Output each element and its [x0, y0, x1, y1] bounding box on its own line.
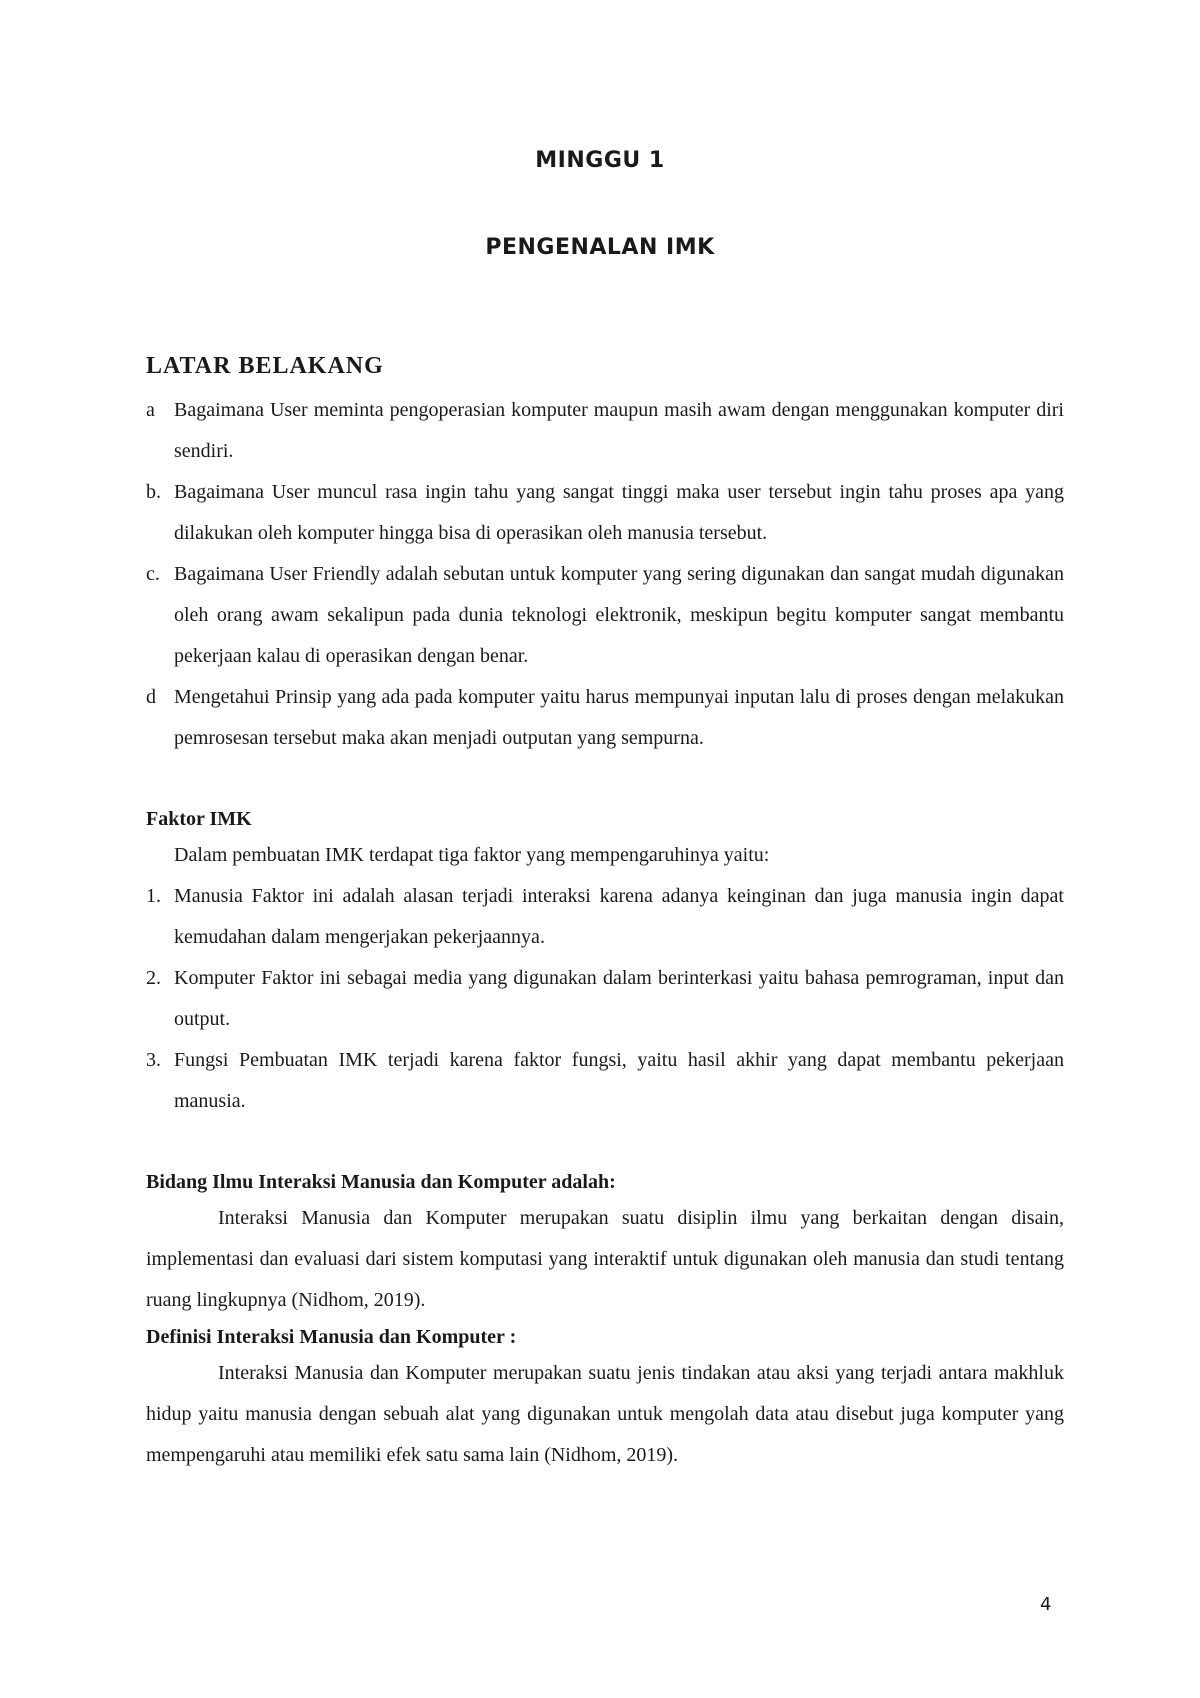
section-spacer: [146, 759, 1064, 803]
faktor-imk-list: [146, 876, 1064, 1122]
list-item-text: Komputer Faktor ini sebagai media yang digunakan dalam berinterkasi yaitu bahasa pemrograman, input dan output.: [174, 967, 1064, 1030]
bidang-ilmu-heading: Bidang Ilmu Interaksi Manusia dan Komputer adalah:: [146, 1171, 616, 1193]
list-marker: b.: [146, 481, 161, 503]
document-subtitle: PENGENALAN IMK: [485, 235, 715, 260]
list-item-text: Bagaimana User muncul rasa ingin tahu yang sangat tinggi maka user tersebut ingin tahu proses apa yang dilakukan oleh komputer hingga bisa di operasikan oleh manusia tersebut.: [174, 481, 1064, 544]
latar-belakang-heading: LATAR BELAKANG: [146, 353, 384, 379]
list-item: [146, 876, 1064, 958]
list-marker: 1.: [146, 885, 161, 907]
list-item: [146, 390, 1064, 472]
definisi-heading: Definisi Interaksi Manusia dan Komputer :: [146, 1326, 517, 1348]
list-item-text: Fungsi Pembuatan IMK terjadi karena faktor fungsi, yaitu hasil akhir yang dapat membantu pekerjaan manusia.: [174, 1049, 1064, 1112]
list-item-text: Bagaimana User Friendly adalah sebutan untuk komputer yang sering digunakan dan sangat mudah digunakan oleh orang awam sekalipun pada dunia teknologi elektronik, meskipun begitu komputer sangat membantu pekerjaan kalau di operasikan dengan benar.: [174, 563, 1064, 667]
list-item: [146, 472, 1064, 554]
faktor-imk-heading: Faktor IMK: [146, 808, 252, 830]
latar-belakang-list: [146, 390, 1064, 759]
list-item-text: Bagaimana User meminta pengoperasian komputer maupun masih awam dengan menggunakan komputer diri sendiri.: [174, 399, 1064, 462]
list-item-text: Manusia Faktor ini adalah alasan terjadi interaksi karena adanya keinginan dan juga manusia ingin dapat kemudahan dalam mengerjakan pekerjaannya.: [174, 885, 1064, 948]
list-marker: a: [146, 399, 155, 421]
list-item: [146, 677, 1064, 759]
page-number: 4: [1040, 1594, 1052, 1615]
list-item: [146, 1040, 1064, 1122]
definisi-paragraph: Interaksi Manusia dan Komputer merupakan suatu jenis tindakan atau aksi yang terjadi antara makhluk hidup yaitu manusia dengan sebuah alat yang digunakan untuk mengolah data atau disebut juga komputer yang mempengaruhi atau memiliki efek satu sama lain (Nidhom, 2019).: [146, 1362, 1064, 1466]
list-marker: 3.: [146, 1049, 161, 1071]
faktor-imk-intro: Dalam pembuatan IMK terdapat tiga faktor yang mempengaruhinya yaitu:: [174, 844, 770, 866]
list-item: [146, 958, 1064, 1040]
list-marker: c.: [146, 563, 160, 585]
list-marker: 2.: [146, 967, 161, 989]
section-spacer: [146, 1122, 1064, 1166]
document-title: MINGGU 1: [535, 148, 665, 173]
bidang-ilmu-paragraph: Interaksi Manusia dan Komputer merupakan suatu disiplin ilmu yang berkaitan dengan disain, implementasi dan evaluasi dari sistem komputasi yang interaktif untuk digunakan oleh manusia dan studi tentang ruang lingkupnya (Nidhom, 2019).: [146, 1207, 1064, 1311]
list-item-text: Mengetahui Prinsip yang ada pada komputer yaitu harus mempunyai inputan lalu di proses dengan melakukan pemrosesan tersebut maka akan menjadi outputan yang sempurna.: [174, 686, 1064, 749]
document-body: [146, 350, 1064, 1476]
list-item: [146, 554, 1064, 677]
list-marker: d: [146, 686, 156, 708]
